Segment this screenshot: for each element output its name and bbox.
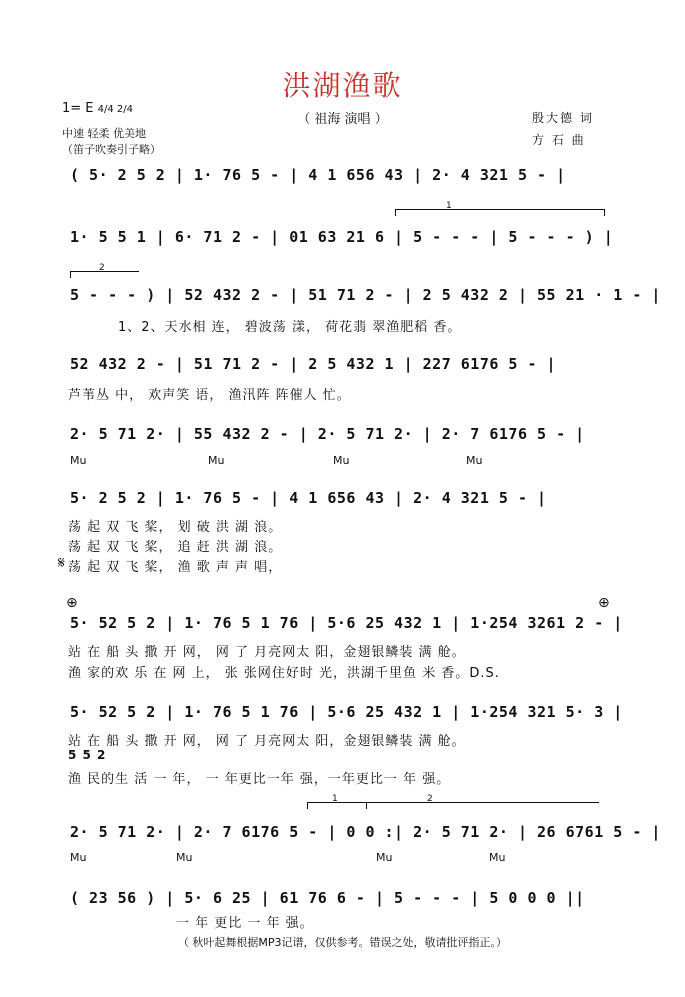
volta-bracket <box>395 201 605 216</box>
lyric-line: 一 年 更比 一 年 强。 <box>176 916 314 931</box>
lyric-line: 芦苇丛 中， 欢声笑 语， 渔汛阵 阵催人 忙。 <box>68 388 351 403</box>
intro-note: （笛子吹奏引子略） <box>62 143 161 156</box>
volta-bracket <box>307 794 366 809</box>
mu-syllable: Mu <box>70 851 87 864</box>
notation-line: 5· 2 5 2 | 1· 76 5 - | 4 1 656 43 | 2· 4 321 5 - | <box>70 489 547 507</box>
notation-line: 5· 52 5 2 | 1· 76 5 1 76 | 5·6 25 432 1 | 1·254 321 5· 3 | <box>70 703 623 721</box>
notation-line: ( 5· 2 5 2 | 1· 76 5 - | 4 1 656 43 | 2· 4 321 5 - | <box>70 166 566 184</box>
key-signature <box>62 101 133 116</box>
mu-syllable: Mu <box>466 454 483 467</box>
volta-number: 2 <box>99 263 105 273</box>
lyric-line: 渔 家的欢 乐 在 网 上， 张 张网住好时 光，洪湖千里鱼 米 香。D.S. <box>68 666 500 681</box>
time-signature: 4/4 2/4 <box>97 104 134 115</box>
volta-bracket <box>366 794 599 809</box>
footer-note: （ 秋叶起舞根据MP3记谱，仅供参考。错误之处，敬请批评指正。） <box>177 936 508 949</box>
volta-bracket <box>70 263 139 278</box>
volta-number: 2 <box>427 794 433 804</box>
notation-line: 2· 5 71 2· | 2· 7 6176 5 - | 0 0 :| 2· 5 71 2· | 26 6761 5 - | <box>70 823 661 841</box>
notation-line: 5 - - - ) | 52 432 2 - | 51 71 2 - | 2 5 432 2 | 55 21 · 1 - | <box>70 286 661 304</box>
singer-credit: （ 祖海 演唱 ） <box>297 112 388 127</box>
mu-syllable: Mu <box>489 851 506 864</box>
lyric-line: 渔 民的生 活 一 年， 一 年更比一年 强，一年更比一 年 强。 <box>68 772 451 787</box>
mu-syllable: Mu <box>208 454 225 467</box>
key-label: 1= E <box>62 101 94 116</box>
mu-syllable: Mu <box>176 851 193 864</box>
lyric-line: 荡 起 双 飞 桨， 渔 歌 声 声 唱， <box>68 560 283 575</box>
lyric-line: 1、2、天水相 连， 碧波荡 漾， 荷花翡 翠渔肥稻 香。 <box>118 320 462 335</box>
notation-line: ( 23 56 ) | 5· 6 25 | 61 76 6 - | 5 - - - | 5 0 0 0 || <box>70 889 585 907</box>
notation-line: 52 432 2 - | 51 71 2 - | 2 5 432 1 | 227 6176 5 - | <box>70 355 557 373</box>
lyric-line: 站 在 船 头 撒 开 网， 网 了 月亮网太 阳，金翅银鳞装 满 舱。 <box>68 645 466 660</box>
coda-icon: ⊕ <box>66 595 78 611</box>
alt-notes: 5 5 2 <box>68 748 107 762</box>
volta-number: 1 <box>446 201 452 211</box>
lyric-line: 荡 起 双 飞 桨， 划 破 洪 湖 浪。 <box>68 520 283 535</box>
notation-line: 2· 5 71 2· | 55 432 2 - | 2· 5 71 2· | 2· 7 6176 5 - | <box>70 425 585 443</box>
song-title: 洪湖渔歌 <box>282 69 403 102</box>
lyric-line: 站 在 船 头 撒 开 网， 网 了 月亮网太 阳，金翅银鳞装 满 舱。 <box>68 734 466 749</box>
coda-icon: ⊕ <box>598 595 610 611</box>
notation-line: 5· 52 5 2 | 1· 76 5 1 76 | 5·6 25 432 1 | 1·254 3261 2 - | <box>70 614 623 632</box>
segno-icon: 𝄋 <box>58 553 65 572</box>
lyric-line: 荡 起 双 飞 桨， 追 赶 洪 湖 浪。 <box>68 540 283 555</box>
composer: 方 石 曲 <box>532 133 586 147</box>
mu-syllable: Mu <box>376 851 393 864</box>
mu-syllable: Mu <box>333 454 350 467</box>
volta-number: 1 <box>332 794 338 804</box>
tempo-marking: 中速 轻柔 优美地 <box>62 127 146 140</box>
lyricist: 殷大德 词 <box>532 111 594 125</box>
notation-line: 1· 5 5 1 | 6· 71 2 - | 01 63 21 6 | 5 - - - | 5 - - - ) | <box>70 228 614 246</box>
mu-syllable: Mu <box>70 454 87 467</box>
